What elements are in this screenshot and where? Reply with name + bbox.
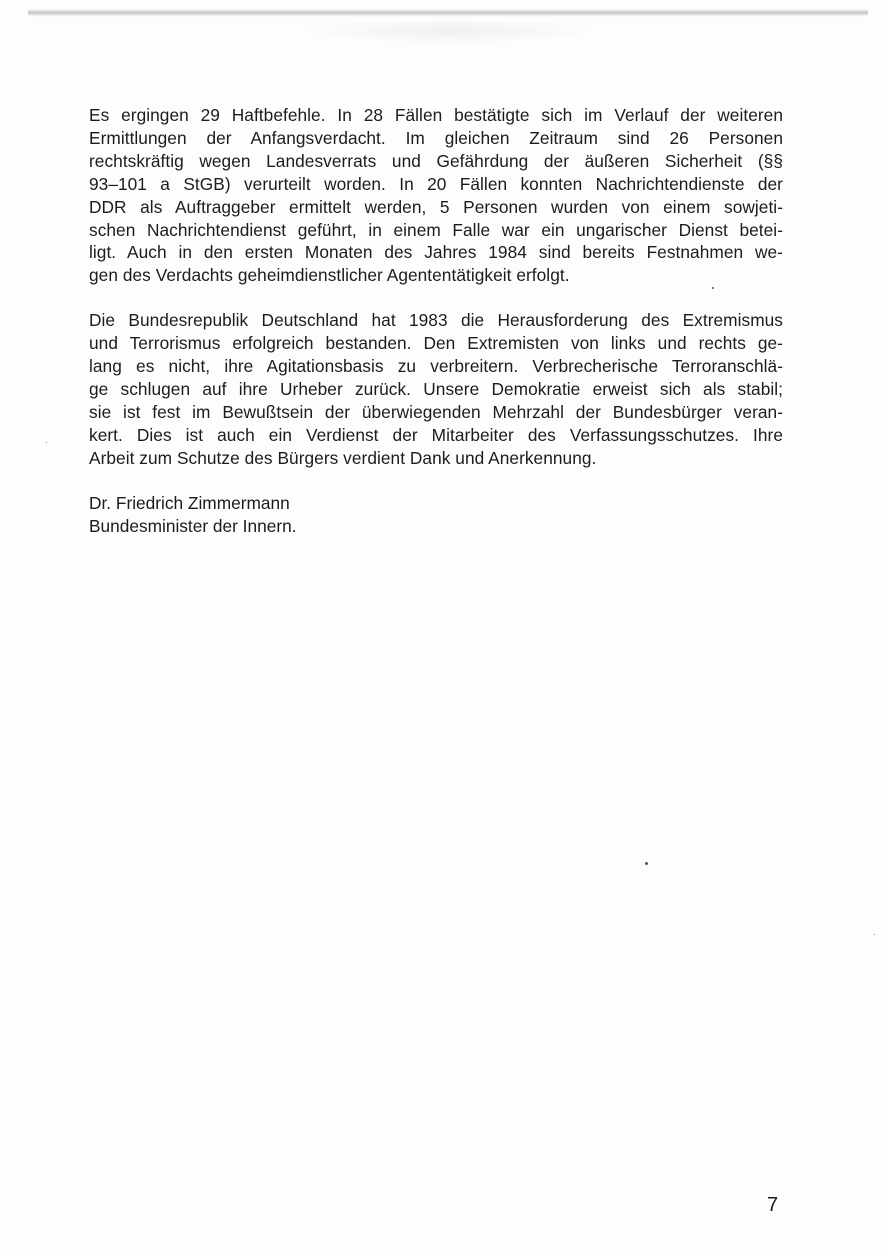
page-content (89, 104, 783, 537)
scan-speck (645, 862, 648, 865)
signatory-name: Dr. Friedrich Zimmermann (89, 492, 290, 513)
text-line: Die Bundesrepublik Deutschland hat 1983 die Herausforderung des Extremismus (89, 310, 783, 331)
text-line: ligt. Auch in den ersten Monaten des Jahres 1984 sind bereits Festnahmen we- (89, 242, 783, 263)
text-line: Ermittlungen der Anfangsverdacht. Im gleichen Zeitraum sind 26 Personen (89, 127, 783, 148)
text-line: und Terrorismus erfolgreich bestanden. Den Extremisten von links und rechts ge- (89, 333, 783, 354)
page-number: 7 (767, 1194, 779, 1216)
paragraph-espionage-cases (89, 104, 783, 287)
text-line: Es ergingen 29 Haftbefehle. In 28 Fällen bestätigte sich im Verlauf der weiteren (89, 105, 783, 125)
text-line: sie ist fest im Bewußtsein der überwiegenden Mehrzahl der Bundesbürger veran- (89, 401, 783, 422)
scan-speck (874, 934, 875, 935)
signatory-title: Bundesminister der Innern. (89, 515, 297, 536)
text-line: kert. Dies ist auch ein Verdienst der Mitarbeiter des Verfassungsschutzes. Ihre (89, 424, 783, 445)
text-line: Arbeit zum Schutze des Bürgers verdient Dank und Anerkennung. (89, 447, 597, 468)
text-line: ge schlugen auf ihre Urheber zurück. Unsere Demokratie erweist sich als stabil; (89, 378, 783, 399)
scan-speck (46, 442, 47, 443)
text-line: DDR als Auftraggeber ermittelt werden, 5 Personen wurden von einem sowjeti- (89, 196, 783, 217)
text-line: gen des Verdachts geheimdienstlicher Agententätigkeit erfolgt. (89, 265, 570, 286)
text-line: 93–101 a StGB) verurteilt worden. In 20 Fällen konnten Nachrichtendienste der (89, 173, 783, 194)
scan-noise (300, 18, 600, 44)
signature-block (89, 492, 783, 538)
text-line: schen Nachrichtendienst geführt, in einem Falle war ein ungarischer Dienst betei- (89, 219, 783, 240)
scan-speck (712, 287, 714, 289)
paragraph-conclusion (89, 309, 783, 469)
text-line: rechtskräftig wegen Landesverrats und Gefährdung der äußeren Sicherheit (§§ (89, 150, 783, 171)
scan-edge-shadow (28, 9, 868, 17)
text-line: lang es nicht, ihre Agitationsbasis zu verbreitern. Verbrecherische Terroranschlä- (89, 356, 783, 377)
